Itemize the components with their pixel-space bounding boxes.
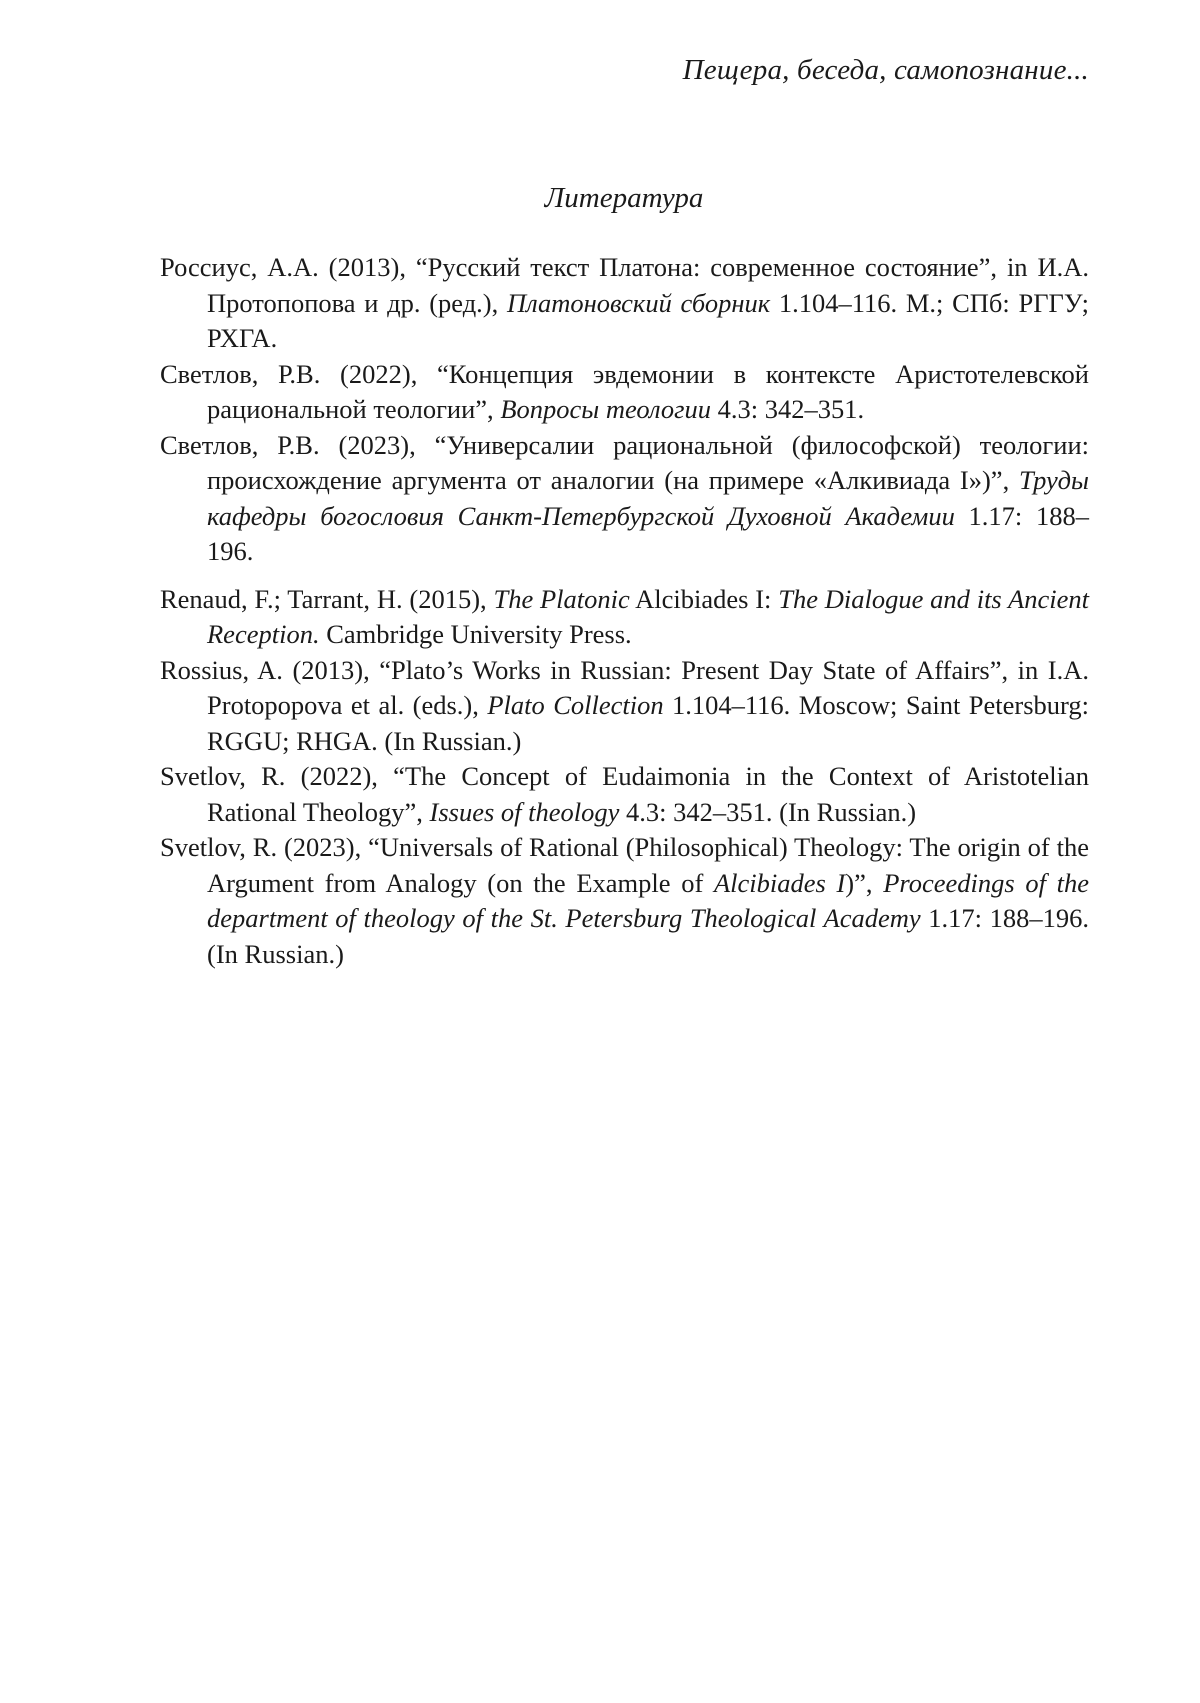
ref-title: The Dialogue and its Ancient Reception.	[207, 583, 1089, 649]
reference-item	[160, 830, 1089, 972]
ref-text: Alcibiades I:	[629, 583, 779, 614]
ref-text: Светлов, Р.В. (2023), “Универсалии рациональной (философской) теологии: происхождение аргумента от аналогии (на примере «Алкивиада I»)”,	[160, 429, 1089, 495]
ref-title: The Platonic	[493, 583, 630, 614]
ref-text: 1.104–116. М.; СПб: РГГУ; РХГА.	[207, 287, 1089, 353]
reference-item	[160, 428, 1089, 570]
ref-text: 4.3: 342–351. (In Russian.)	[619, 796, 917, 827]
ref-text: 1.17: 188–196.	[207, 500, 1089, 566]
ref-title: Труды кафедры богословия Санкт-Петербургской Духовной Академии	[207, 465, 1089, 531]
section-title: Литература	[544, 182, 704, 214]
reference-list	[160, 250, 1089, 972]
ref-text: Svetlov, R. (2023), “Universals of Rational (Philosophical) Theology: The origin of the Argument from Analogy (on the Example of	[160, 832, 1089, 898]
reference-item	[160, 653, 1089, 760]
ref-text: 4.3: 342–351.	[710, 394, 865, 424]
ref-title: Alcibiades I	[713, 867, 846, 898]
reference-item	[160, 250, 1089, 357]
reference-item	[160, 759, 1089, 830]
ref-text: 1.17: 188–196. (In Russian.)	[207, 903, 1090, 969]
reference-item	[160, 357, 1089, 428]
ref-title: Вопросы теологии	[500, 394, 711, 424]
ref-text: Светлов, Р.В. (2022), “Концепция эвдемонии в контексте Аристотелевской рациональной теологии”,	[160, 358, 1089, 424]
running-head: Пещера, беседа, самопознание...	[682, 54, 1089, 86]
ref-text: Cambridge University Press.	[319, 619, 632, 649]
ref-text: Россиус, А.А. (2013), “Русский текст Платона: современное состояние”, in И.А. Протопопова и др. (ред.),	[160, 252, 1089, 318]
reference-item	[160, 582, 1089, 653]
ref-title: Proceedings of the department of theology of the St. Petersburg Theological Academy	[207, 867, 1089, 933]
ref-title: Plato Collection	[487, 690, 664, 720]
ref-text: Rossius, A. (2013), “Plato’s Works in Russian: Present Day State of Affairs”, in I.A. Protopopova et al. (eds.),	[160, 654, 1089, 720]
ref-text: 1.104–116. Moscow; Saint Petersburg: RGGU; RHGA. (In Russian.)	[207, 690, 1089, 756]
ref-title: Issues of theology	[429, 796, 620, 827]
ref-text: Renaud, F.; Tarrant, H. (2015),	[160, 583, 494, 614]
ref-text: )”,	[845, 867, 884, 898]
ref-text: Svetlov, R. (2022), “The Concept of Eudaimonia in the Context of Aristotelian Rational Theology”,	[160, 761, 1089, 827]
ref-title: Платоновский сборник	[506, 287, 771, 318]
